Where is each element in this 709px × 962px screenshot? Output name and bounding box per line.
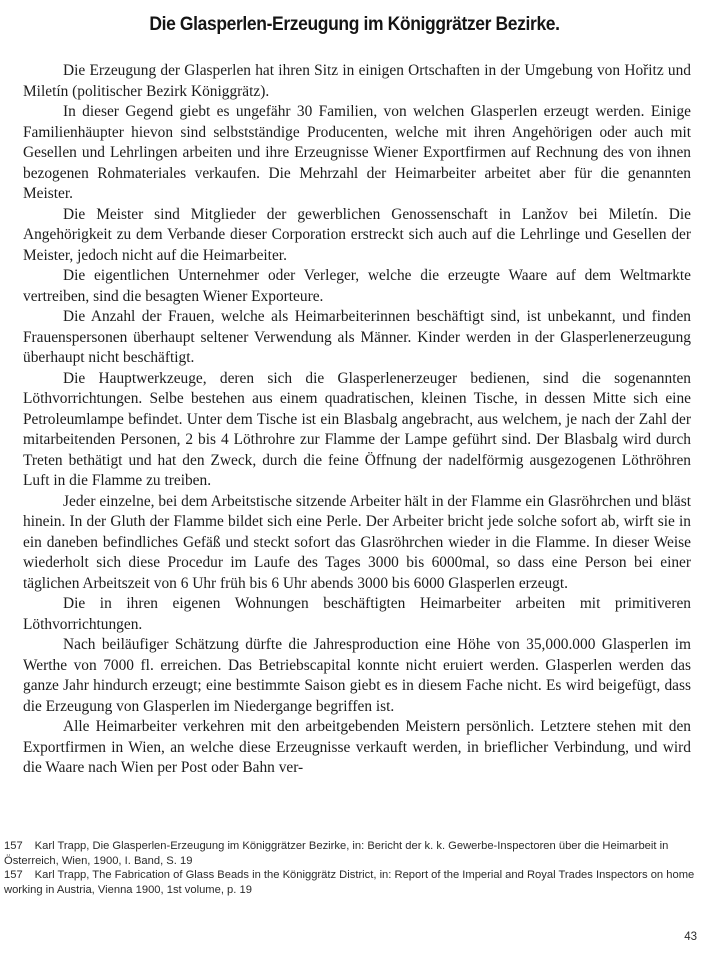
paragraph-masters: Die Meister sind Mitglieder der gewerblichen Genossenschaft in Lanžov bei Miletín. Die Angehörigkeit zu dem Verbande dieser Corporation erstreckt sich auch auf die Lehrlinge und Gesellen der Meister, jedoch nicht auf die Heimarbeiter.	[23, 205, 691, 264]
page-number: 43	[684, 931, 697, 943]
footnote-number: 157	[4, 840, 23, 852]
footnote-english	[4, 868, 704, 897]
page-title: Die Glasperlen-Erzeugung im Königgrätzer Bezirke.	[149, 14, 560, 35]
paragraph-tools: Die Hauptwerkzeuge, deren sich die Glasperlenerzeuger bedienen, sind die sogenannten Löthvorrichtungen. Selbe bestehen aus einem quadratischen, kleinen Tische, in dessen Mitte sich eine Petroleumlampe befindet. Unter dem Tische ist ein Blasbalg angebracht, aus welchem, je nach der Zahl der mitarbeitenden Personen, 2 bis 4 Löthrohre zur Flamme der Lampe geführt sind. Der Blasbalg wird durch Treten bethätigt und hat den Zweck, durch die feine Öffnung der nadelförmig ausgezogenen Löthröhren Luft in die Flamme zu treiben.	[23, 369, 691, 489]
footnote-german	[4, 839, 704, 868]
paragraph-women-children: Die Anzahl der Frauen, welche als Heimarbeiterinnen beschäftigt sind, ist unbekannt, und finden Frauenspersonen überhaupt seltener Verwendung als Männer. Kinder werden in der Glasperlenerzeugung überhaupt nicht beschäftigt.	[23, 308, 691, 366]
paragraph-production: Nach beiläufiger Schätzung dürfte die Jahresproduction eine Höhe von 35,000.000 Glasperlen im Werthe von 7000 fl. erreichen. Das Betriebscapital konnte nicht eruiert werden. Glasperlen werden das ganze Jahr hindurch erzeugt; eine bestimmte Saison giebt es in diesem Fache nicht. Es wird beigefügt, dass die Erzeugung von Glasperlen im Niedergange begriffen ist.	[23, 636, 691, 715]
paragraph-process: Jeder einzelne, bei dem Arbeitstische sitzende Arbeiter hält in der Flamme ein Glasröhrchen und bläst hinein. In der Gluth der Flamme bildet sich eine Perle. Der Arbeiter bricht jede solche sofort ab, wirft sie in ein daneben befindliches Gefäß und steckt sofort das Glasröhrchen wieder in die Flamme. In dieser Weise wiederholt sich diese Procedur im Laufe des Tages 3000 bis 6000mal, so dass eine Person bei einer täglichen Arbeitszeit von 6 Uhr früh bis 6 Uhr abends 3000 bis 6000 Glasperlen erzeugt.	[23, 492, 691, 592]
paragraph-entrepreneurs: Die eigentlichen Unternehmer oder Verleger, welche die erzeugte Waare auf dem Weltmarkte vertreiben, sind die besagten Wiener Exporteure.	[23, 267, 691, 305]
paragraph-home-workers: Die in ihren eigenen Wohnungen beschäftigten Heimarbeiter arbeiten mit primitiveren Löthvorrichtungen.	[23, 595, 691, 633]
footnote-text: Karl Trapp, The Fabrication of Glass Beads in the Königgrätz District, in: Report of the Imperial and Royal Trades Inspectors on home working in Austria, Vienna 1900, 1st volume, p. 19	[4, 869, 695, 896]
footnote-text: Karl Trapp, Die Glasperlen-Erzeugung im Königgrätzer Bezirke, in: Bericht der k. k. Gewerbe-Inspectoren über die Heimarbeit in Österreich, Wien, 1900, I. Band, S. 19	[4, 840, 669, 867]
paragraph-families: In dieser Gegend giebt es ungefähr 30 Familien, von welchen Glasperlen erzeugt werden. Einige Familienhäupter hievon sind selbstständige Producenten, welche mit ihren Angehörigen oder auch mit Gesellen und Lehrlingen arbeiten und ihre Erzeugnisse Wiener Exportfirmen auf Rechnung des von ihnen bezogenen Rohmateriales verkaufen. Die Mehrzahl der Heimarbeiter arbeitet aber für die genannten Meister.	[23, 103, 691, 202]
footnote-number: 157	[4, 869, 23, 882]
footnotes	[4, 839, 704, 897]
body-text	[23, 61, 691, 779]
paragraph-relations: Alle Heimarbeiter verkehren mit den arbeitgebenden Meistern persönlich. Letztere stehen mit den Exportfirmen in Wien, an welche diese Erzeugnisse verkauft werden, in brieflicher Verbindung, und wird die Waare nach Wien per Post oder Bahn ver-	[23, 718, 691, 776]
paragraph-location: Die Erzeugung der Glasperlen hat ihren Sitz in einigen Ortschaften in der Umgebung von Hořitz und Miletín (politischer Bezirk Königgrätz).	[23, 62, 691, 100]
